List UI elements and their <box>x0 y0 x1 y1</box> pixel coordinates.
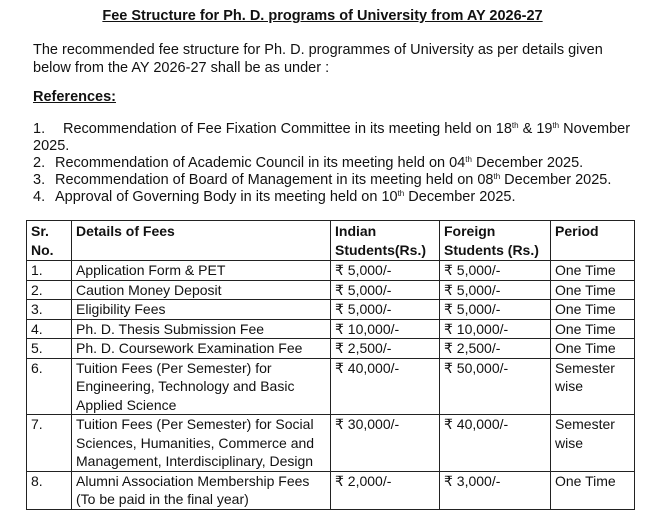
reference-item: 1. Recommendation of Fee Fixation Committee in its meeting held on 18th & 19th November 2025. <box>33 121 631 154</box>
intro-paragraph: The recommended fee structure for Ph. D. programmes of University as per details given below from the AY 2026-27 shall be as under : <box>33 42 603 76</box>
cell-foreign: ₹ 50,000/- <box>440 358 551 415</box>
cell-foreign: ₹ 10,000/- <box>440 319 551 339</box>
table-row <box>27 319 635 339</box>
table-row <box>27 280 635 300</box>
cell-indian: ₹ 30,000/- <box>331 415 440 472</box>
cell-foreign: ₹ 3,000/- <box>440 471 551 509</box>
table-row <box>27 471 635 509</box>
cell-foreign: ₹ 40,000/- <box>440 415 551 472</box>
cell-indian: ₹ 40,000/- <box>331 358 440 415</box>
cell-indian: ₹ 5,000/- <box>331 261 440 281</box>
cell-indian: ₹ 5,000/- <box>331 280 440 300</box>
cell-details: Eligibility Fees <box>72 300 331 320</box>
cell-indian: ₹ 2,500/- <box>331 339 440 359</box>
cell-period: One Time <box>551 280 635 300</box>
header-period: Period <box>551 221 635 261</box>
cell-period: One Time <box>551 300 635 320</box>
cell-details: Tuition Fees (Per Semester) for Social Sciences, Humanities, Commerce and Management, Interdisciplinary, Design <box>72 415 331 472</box>
header-indian: Indian Students(Rs.) <box>331 221 440 261</box>
cell-period: Semester wise <box>551 415 635 472</box>
table-row <box>27 261 635 281</box>
table-header-row <box>27 221 635 261</box>
cell-period: One Time <box>551 471 635 509</box>
page-title: Fee Structure for Ph. D. programs of University from AY 2026-27 <box>102 8 543 24</box>
cell-sr: 7. <box>27 415 72 472</box>
reference-item: 3. Recommendation of Board of Management in its meeting held on 08th December 2025. <box>33 172 612 188</box>
cell-period: One Time <box>551 339 635 359</box>
header-sr-no: Sr. No. <box>27 221 72 261</box>
header-details: Details of Fees <box>72 221 331 261</box>
table-row <box>27 339 635 359</box>
cell-period: One Time <box>551 319 635 339</box>
references-list <box>33 121 638 206</box>
cell-details: Application Form & PET <box>72 261 331 281</box>
table-row <box>27 358 635 415</box>
cell-details: Caution Money Deposit <box>72 280 331 300</box>
cell-indian: ₹ 5,000/- <box>331 300 440 320</box>
cell-indian: ₹ 10,000/- <box>331 319 440 339</box>
table-row <box>27 300 635 320</box>
header-foreign: Foreign Students (Rs.) <box>440 221 551 261</box>
cell-details: Ph. D. Coursework Examination Fee <box>72 339 331 359</box>
reference-item: 4. Approval of Governing Body in its meeting held on 10th December 2025. <box>33 189 516 205</box>
cell-indian: ₹ 2,000/- <box>331 471 440 509</box>
cell-sr: 1. <box>27 261 72 281</box>
cell-details: Tuition Fees (Per Semester) for Engineering, Technology and Basic Applied Science <box>72 358 331 415</box>
cell-sr: 4. <box>27 319 72 339</box>
cell-period: One Time <box>551 261 635 281</box>
cell-sr: 5. <box>27 339 72 359</box>
cell-foreign: ₹ 5,000/- <box>440 300 551 320</box>
cell-details: Ph. D. Thesis Submission Fee <box>72 319 331 339</box>
cell-details: Alumni Association Membership Fees (To be paid in the final year) <box>72 471 331 509</box>
cell-sr: 8. <box>27 471 72 509</box>
cell-period: Semester wise <box>551 358 635 415</box>
cell-sr: 2. <box>27 280 72 300</box>
table-row <box>27 415 635 472</box>
cell-foreign: ₹ 5,000/- <box>440 280 551 300</box>
references-heading: References: <box>33 89 117 105</box>
cell-foreign: ₹ 5,000/- <box>440 261 551 281</box>
cell-sr: 3. <box>27 300 72 320</box>
fee-table <box>26 220 635 510</box>
cell-foreign: ₹ 2,500/- <box>440 339 551 359</box>
reference-item: 2. Recommendation of Academic Council in its meeting held on 04th December 2025. <box>33 155 584 171</box>
cell-sr: 6. <box>27 358 72 415</box>
